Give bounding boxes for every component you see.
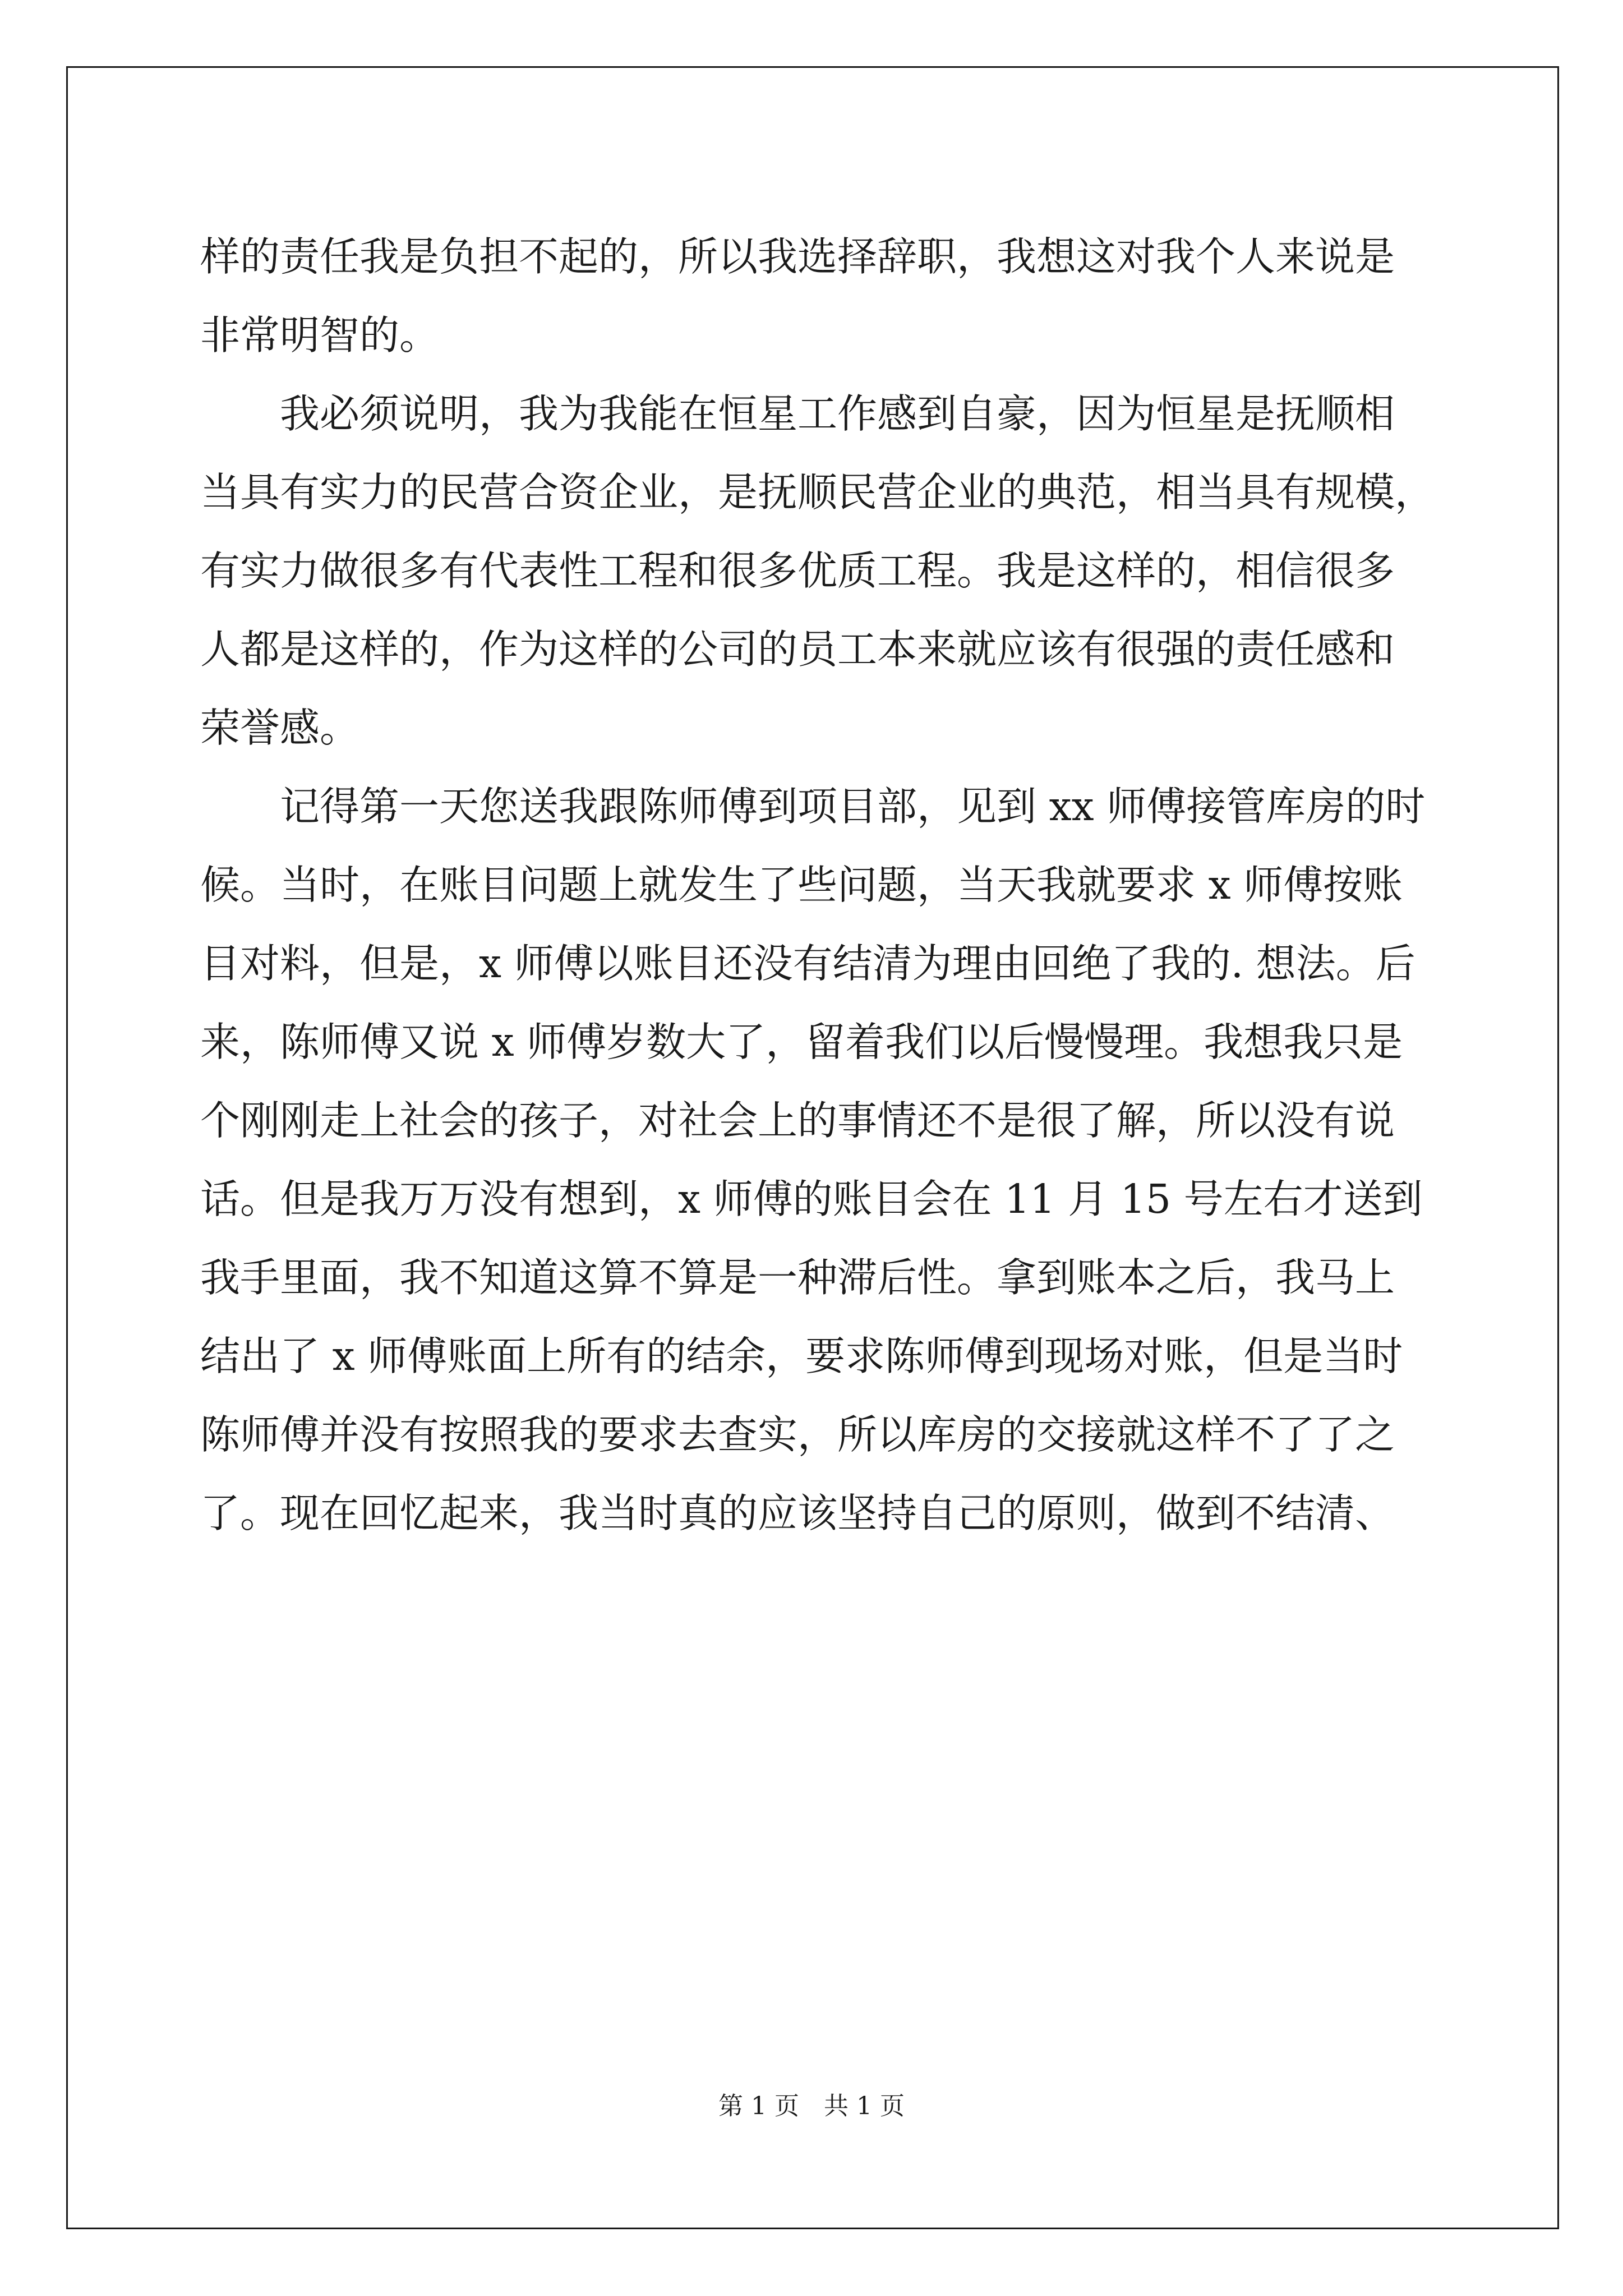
text-line: 当具有实力的民营合资企业，是抚顺民营企业的典范，相当具有规模， bbox=[200, 469, 1435, 516]
text-line: 我手里面，我不知道这算不算是一种滞后性。拿到账本之后，我马上 bbox=[200, 1254, 1395, 1301]
text-line: 样的责任我是负担不起的，所以我选择辞职，我想这对我个人来说是 bbox=[200, 233, 1395, 280]
text-line: 有实力做很多有代表性工程和很多优质工程。我是这样的，相信很多 bbox=[200, 547, 1395, 594]
page-footer: 第 1 页 共 1 页 bbox=[718, 2092, 905, 2120]
text-line: 我必须说明，我为我能在恒星工作感到自豪，因为恒星是抚顺相 bbox=[280, 390, 1395, 437]
text-line: 荣誉感。 bbox=[200, 705, 360, 751]
text-line: 目对料，但是，x 师傅以账目还没有结清为理由回绝了我的. 想法。后 bbox=[200, 940, 1415, 987]
text-line: 来，陈师傅又说 x 师傅岁数大了，留着我们以后慢慢理。我想我只是 bbox=[200, 1019, 1403, 1065]
text-line: 记得第一天您送我跟陈师傅到项目部，见到 xx 师傅接管库房的时 bbox=[280, 783, 1426, 830]
text-line: 个刚刚走上社会的孩子，对社会上的事情还不是很了解，所以没有说 bbox=[200, 1097, 1395, 1144]
text-line: 结出了 x 师傅账面上所有的结余，要求陈师傅到现场对账，但是当时 bbox=[200, 1333, 1403, 1379]
text-line: 候。当时，在账目问题上就发生了些问题，当天我就要求 x 师傅按账 bbox=[200, 862, 1403, 908]
text-line: 了。现在回忆起来，我当时真的应该坚持自己的原则，做到不结清、 bbox=[200, 1490, 1395, 1536]
text-line: 人都是这样的，作为这样的公司的员工本来就应该有很强的责任感和 bbox=[200, 626, 1395, 673]
text-line: 陈师傅并没有按照我的要求去查实，所以库房的交接就这样不了了之 bbox=[200, 1411, 1395, 1458]
text-line: 话。但是我万万没有想到，x 师傅的账目会在 11 月 15 号左右才送到 bbox=[200, 1176, 1423, 1222]
text-line: 非常明智的。 bbox=[200, 312, 440, 358]
document-body bbox=[200, 218, 1434, 1553]
